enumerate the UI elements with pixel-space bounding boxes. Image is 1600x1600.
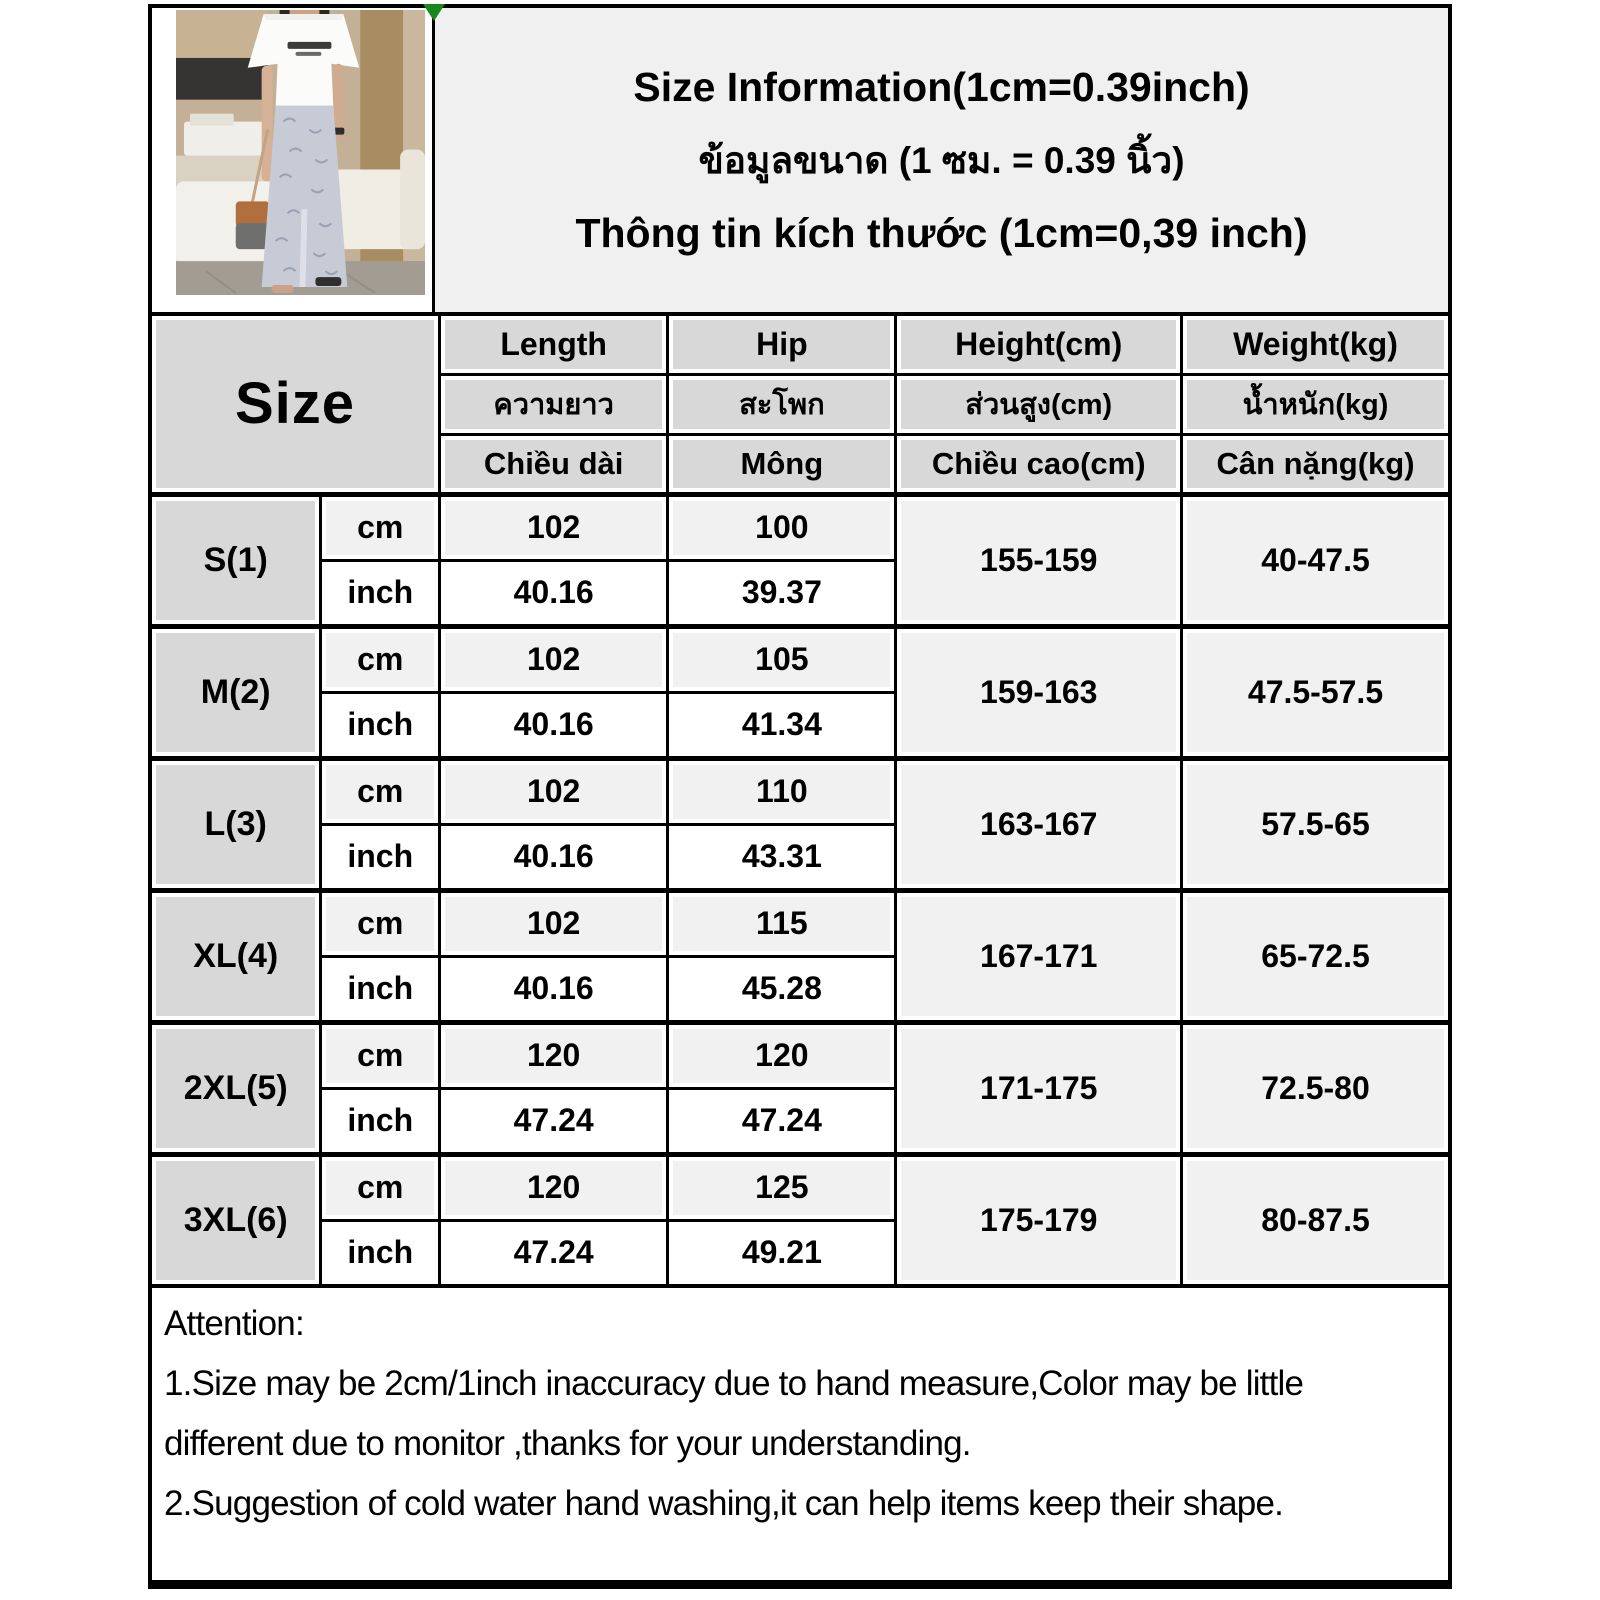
hip-inch-value: 45.28: [668, 956, 896, 1022]
length-cm-value: 102: [440, 494, 668, 560]
table-row: [150, 1022, 1450, 1088]
size-label: L(3): [150, 758, 321, 890]
attention-heading: Attention:: [164, 1304, 304, 1343]
unit-cm: cm: [321, 890, 440, 956]
hip-inch-value: 43.31: [668, 824, 896, 890]
unit-cm: cm: [321, 758, 440, 824]
length-inch-value: 40.16: [440, 956, 668, 1022]
unit-inch: inch: [321, 824, 440, 890]
length-inch-value: 40.16: [440, 692, 668, 758]
height-value: 163-167: [896, 758, 1182, 890]
col-header-hip-th: สะโพก: [668, 374, 896, 434]
height-value: 155-159: [896, 494, 1182, 626]
weight-value: 57.5-65: [1182, 758, 1451, 890]
unit-inch: inch: [321, 956, 440, 1022]
table-row: [150, 890, 1450, 956]
length-cm-value: 120: [440, 1154, 668, 1220]
col-header-length-th: ความยาว: [440, 374, 668, 434]
attention-line: 2.Suggestion of cold water hand washing,it can help items keep their shape.: [164, 1484, 1284, 1523]
table-row: [150, 1154, 1450, 1220]
unit-cm: cm: [321, 1154, 440, 1220]
size-label: M(2): [150, 626, 321, 758]
weight-value: 47.5-57.5: [1182, 626, 1451, 758]
title-thai: ข้อมูลขนาด (1 ซม. = 0.39 นิ้ว): [698, 139, 1185, 181]
col-header-weight-en: Weight(kg): [1182, 314, 1451, 374]
hip-cm-value: 105: [668, 626, 896, 692]
hip-inch-value: 39.37: [668, 560, 896, 626]
col-header-length-en: Length: [440, 314, 668, 374]
length-cm-value: 102: [440, 626, 668, 692]
height-value: 167-171: [896, 890, 1182, 1022]
size-table: [148, 312, 1452, 1288]
height-value: 159-163: [896, 626, 1182, 758]
hip-inch-value: 41.34: [668, 692, 896, 758]
table-row: [150, 758, 1450, 824]
unit-inch: inch: [321, 1088, 440, 1154]
unit-cm: cm: [321, 494, 440, 560]
title-block: [435, 8, 1448, 312]
col-header-hip-en: Hip: [668, 314, 896, 374]
col-header-size: Size: [150, 314, 440, 494]
length-inch-value: 40.16: [440, 824, 668, 890]
size-label: 2XL(5): [150, 1022, 321, 1154]
col-header-weight-vi: Cân nặng(kg): [1182, 434, 1451, 494]
size-label: 3XL(6): [150, 1154, 321, 1286]
unit-inch: inch: [321, 1220, 440, 1286]
length-inch-value: 47.24: [440, 1220, 668, 1286]
table-row: [150, 626, 1450, 692]
hip-cm-value: 110: [668, 758, 896, 824]
top-section: [148, 4, 1452, 312]
table-row: [150, 494, 1450, 560]
col-header-height-th: ส่วนสูง(cm): [896, 374, 1182, 434]
height-value: 171-175: [896, 1022, 1182, 1154]
size-label: XL(4): [150, 890, 321, 1022]
col-header-height-vi: Chiều cao(cm): [896, 434, 1182, 494]
attention-line: 1.Size may be 2cm/1inch inaccuracy due to hand measure,Color may be little: [164, 1364, 1304, 1403]
green-triangle-icon: [423, 4, 445, 21]
hip-cm-value: 125: [668, 1154, 896, 1220]
unit-inch: inch: [321, 692, 440, 758]
attention-note: [148, 1288, 1452, 1589]
weight-value: 80-87.5: [1182, 1154, 1451, 1286]
weight-value: 40-47.5: [1182, 494, 1451, 626]
unit-inch: inch: [321, 560, 440, 626]
hip-inch-value: 49.21: [668, 1220, 896, 1286]
attention-line: different due to monitor ,thanks for your understanding.: [164, 1424, 971, 1463]
size-label: S(1): [150, 494, 321, 626]
col-header-hip-vi: Mông: [668, 434, 896, 494]
col-header-length-vi: Chiều dài: [440, 434, 668, 494]
weight-value: 72.5-80: [1182, 1022, 1451, 1154]
hip-cm-value: 120: [668, 1022, 896, 1088]
unit-cm: cm: [321, 1022, 440, 1088]
col-header-height-en: Height(cm): [896, 314, 1182, 374]
title-vietnamese: Thông tin kích thước (1cm=0,39 inch): [575, 209, 1308, 256]
col-header-weight-th: น้ำหนัก(kg): [1182, 374, 1451, 434]
product-photo-cell: [152, 8, 435, 312]
hip-cm-value: 115: [668, 890, 896, 956]
length-cm-value: 102: [440, 890, 668, 956]
length-inch-value: 40.16: [440, 560, 668, 626]
hip-inch-value: 47.24: [668, 1088, 896, 1154]
height-value: 175-179: [896, 1154, 1182, 1286]
hip-cm-value: 100: [668, 494, 896, 560]
weight-value: 65-72.5: [1182, 890, 1451, 1022]
unit-cm: cm: [321, 626, 440, 692]
length-cm-value: 120: [440, 1022, 668, 1088]
product-photo: [176, 10, 425, 295]
length-inch-value: 47.24: [440, 1088, 668, 1154]
title-english: Size Information(1cm=0.39inch): [633, 63, 1250, 110]
size-chart-document: [148, 4, 1452, 1589]
length-cm-value: 102: [440, 758, 668, 824]
